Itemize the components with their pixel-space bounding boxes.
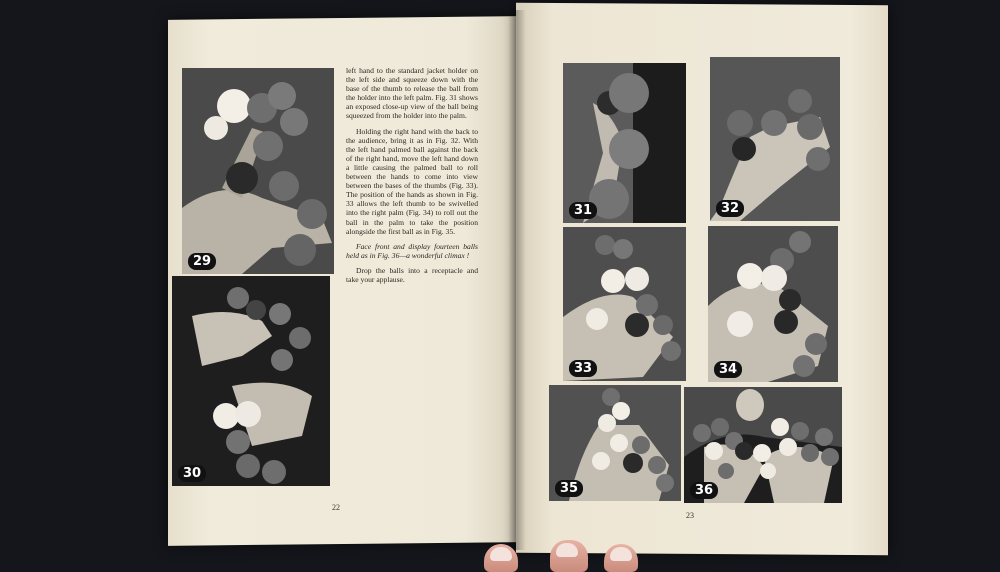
paragraph: Drop the balls into a receptacle and take your applause. bbox=[346, 265, 478, 284]
figure-34 bbox=[708, 226, 838, 382]
figure-31 bbox=[563, 63, 686, 223]
figure-label: 35 bbox=[555, 480, 583, 497]
figure-30 bbox=[172, 276, 330, 486]
figure-36 bbox=[684, 387, 842, 503]
figure-label: 36 bbox=[690, 482, 718, 499]
page-number-left: 22 bbox=[332, 503, 340, 512]
page-number-right: 23 bbox=[686, 511, 694, 520]
figure-30-photo bbox=[172, 276, 330, 486]
fingertip bbox=[550, 540, 588, 572]
body-text bbox=[346, 66, 478, 290]
figure-31-photo bbox=[563, 63, 686, 223]
paragraph-climax: Face front and display fourteen balls held as in Fig. 36—a wonderful climax ! bbox=[346, 241, 478, 260]
figure-label: 34 bbox=[714, 361, 742, 378]
figure-33 bbox=[563, 227, 686, 381]
figure-29-photo bbox=[182, 68, 334, 274]
fingertip bbox=[604, 544, 638, 572]
figure-label: 32 bbox=[716, 200, 744, 217]
figure-label: 29 bbox=[188, 253, 216, 270]
fingernail bbox=[610, 547, 632, 561]
figure-34-photo bbox=[708, 226, 838, 382]
book-gutter bbox=[508, 10, 526, 550]
figure-35 bbox=[549, 385, 681, 501]
figure-label: 30 bbox=[178, 465, 206, 482]
paragraph: Holding the right hand with the back to the audience, bring it as in Fig. 32. With the left hand palmed ball against the back of the right hand, move the left hand down a little causing the palmed ball to roll between the hands to come into view between the bases of the thumbs (Fig. 33). The position of the hands as shown in Fig. 33 allows the left thumb to be swivelled into the right palm (Fig. 34) to roll out the ball in the palm to take the position alongside the first ball as in Fig. 35. bbox=[346, 126, 478, 236]
paragraph: left hand to the standard jacket holder on the left side and squeeze down with the base of the thumb to release the ball from the holder into the left palm. Fig. 31 shows an exposed close-up view of the ball being squeezed from the holder into the palm. bbox=[346, 66, 478, 121]
figure-label: 31 bbox=[569, 202, 597, 219]
figure-32-photo bbox=[710, 57, 840, 221]
figure-33-photo bbox=[563, 227, 686, 381]
figure-32 bbox=[710, 57, 840, 221]
figure-29 bbox=[182, 68, 334, 274]
fingertip bbox=[484, 544, 518, 572]
fingernail bbox=[490, 547, 512, 561]
fingernail bbox=[556, 543, 578, 557]
figure-label: 33 bbox=[569, 360, 597, 377]
